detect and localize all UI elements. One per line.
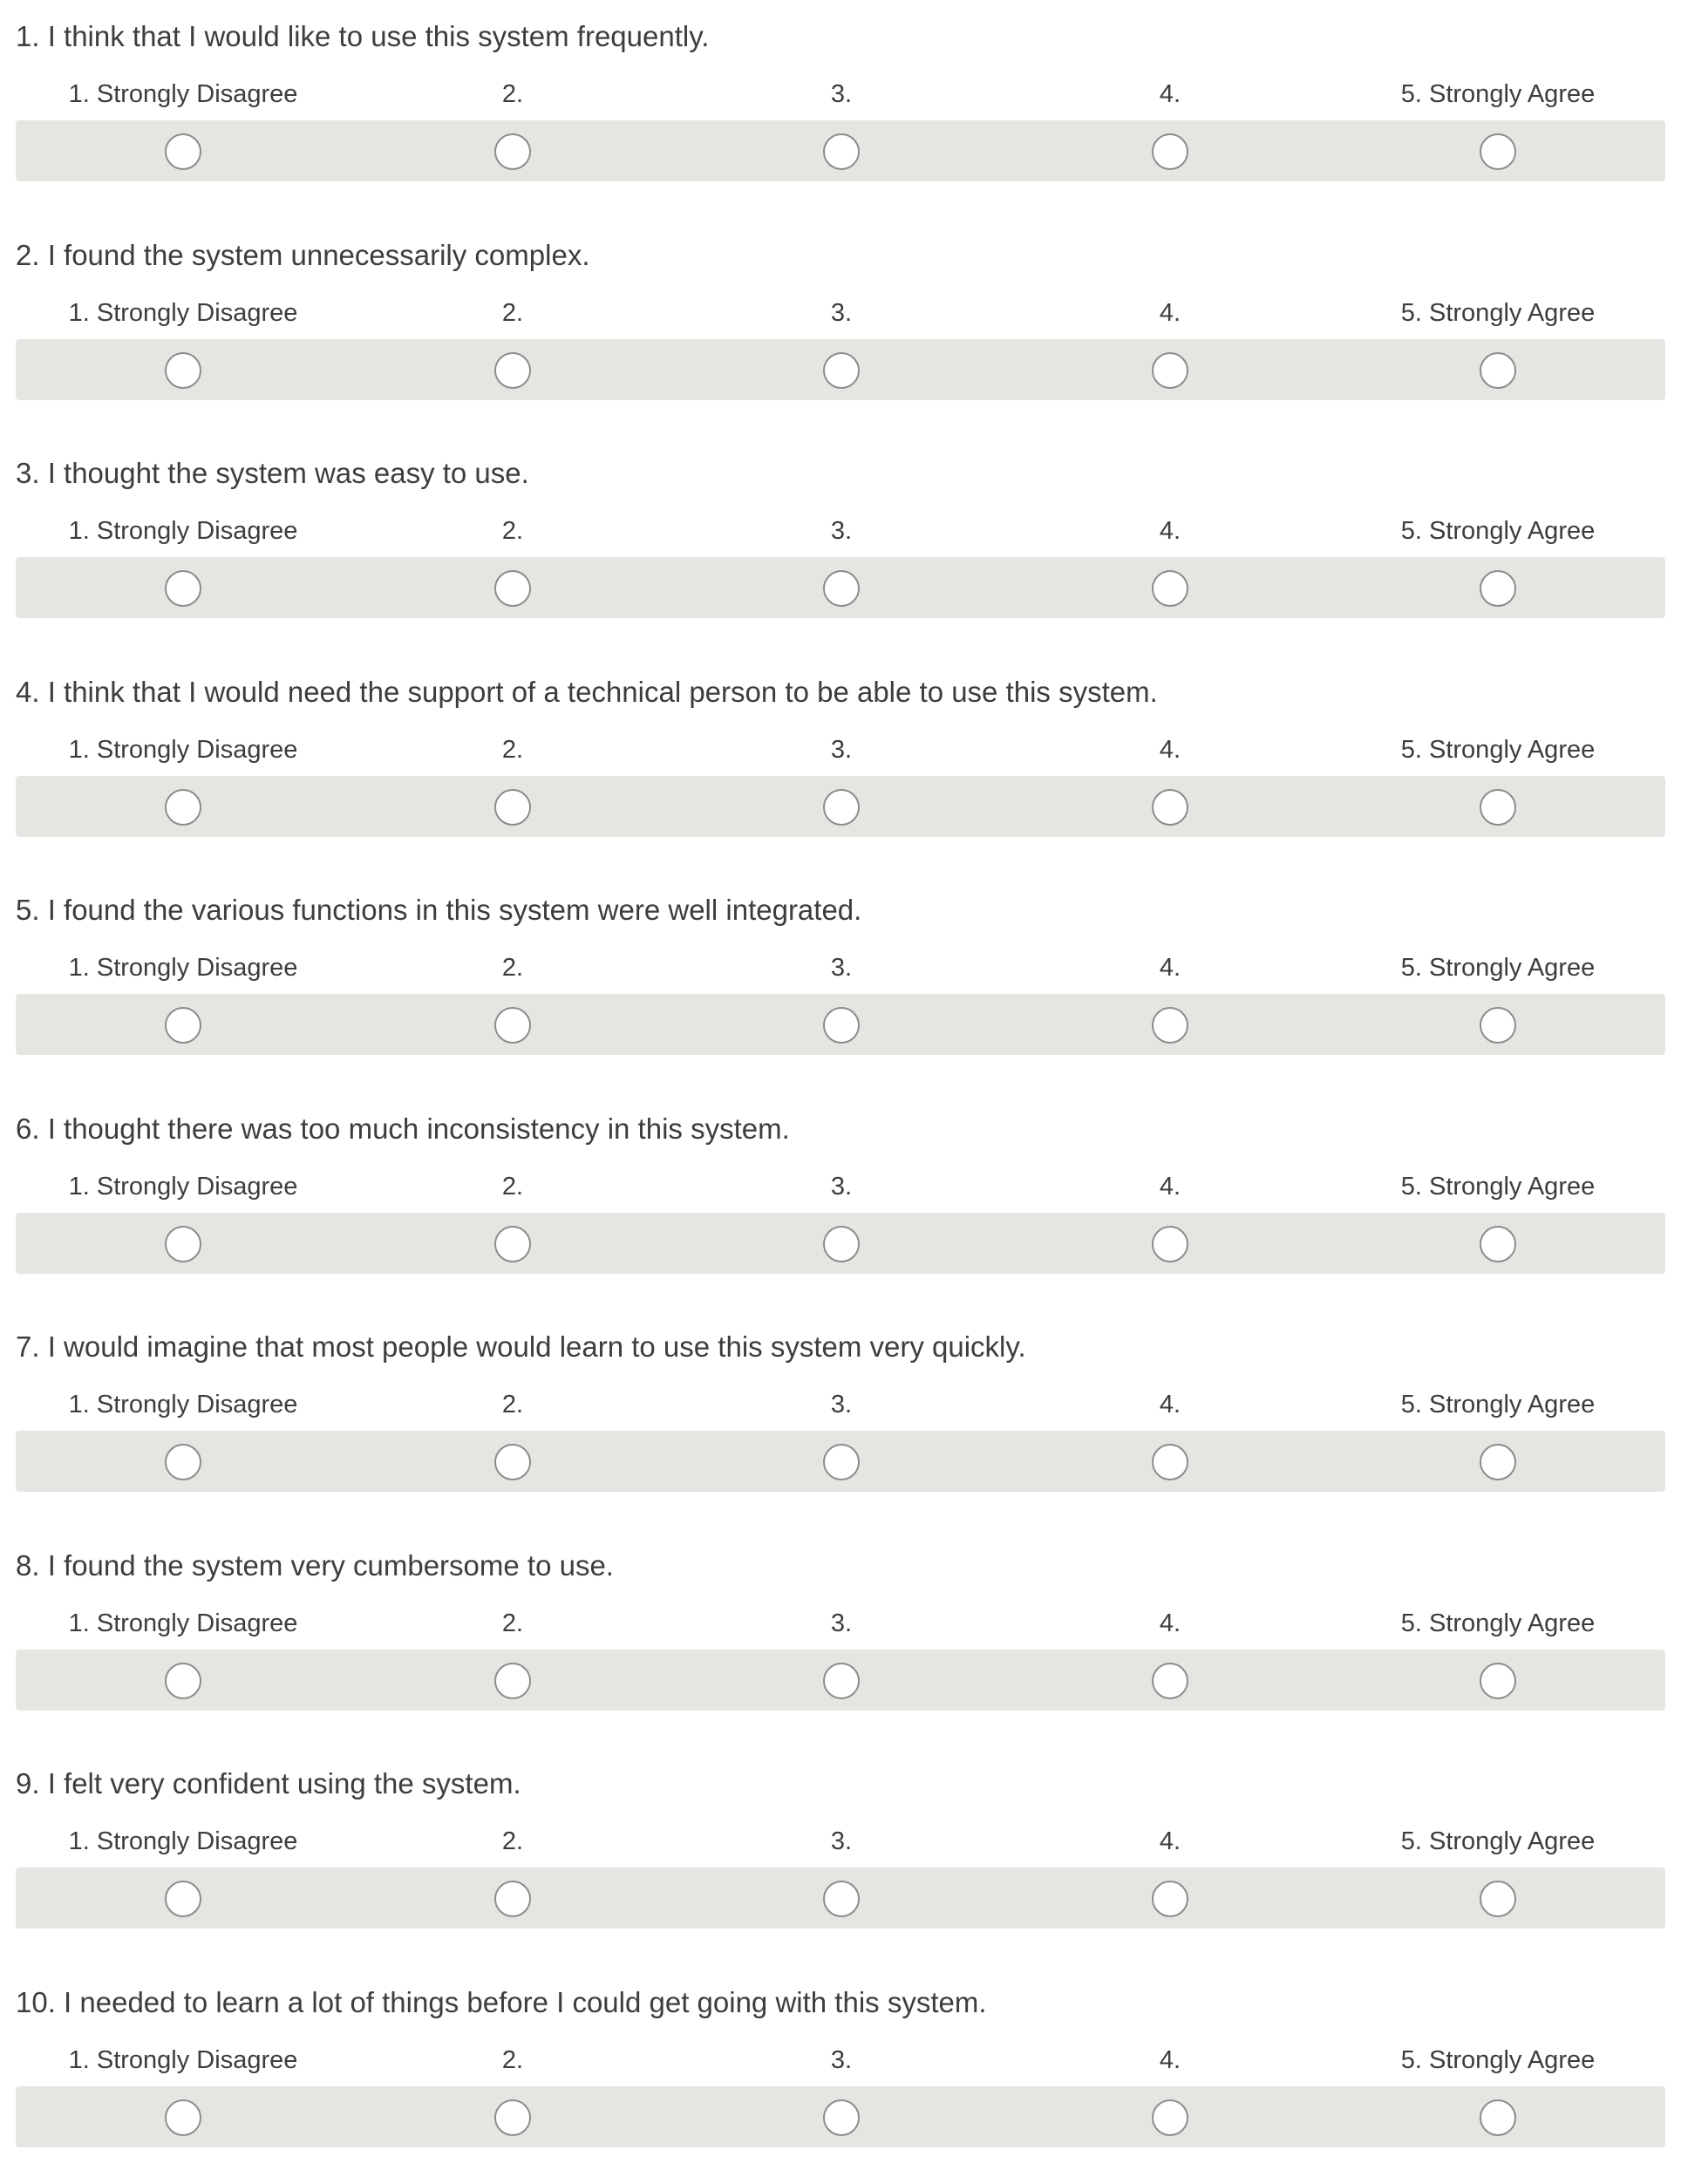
- scale-label-4: 4.: [1159, 1609, 1181, 1637]
- scale-label-3: 3.: [830, 735, 853, 764]
- rating-options-row: [16, 994, 1665, 1055]
- scale-label-1: 1. Strongly Disagree: [68, 517, 298, 545]
- question-block-4: [0, 656, 1681, 874]
- rating-options-row: [16, 557, 1665, 618]
- scale-label-2: 2.: [501, 735, 524, 764]
- scale-labels: [0, 1167, 1681, 1206]
- rating-radio-1[interactable]: [165, 1663, 201, 1699]
- rating-radio-4[interactable]: [1152, 1881, 1188, 1917]
- scale-label-1: 1. Strongly Disagree: [68, 735, 298, 764]
- rating-radio-3[interactable]: [823, 1444, 860, 1480]
- scale-labels: [0, 949, 1681, 987]
- rating-radio-1[interactable]: [165, 789, 201, 826]
- rating-radio-1[interactable]: [165, 133, 201, 170]
- question-block-1: [0, 0, 1681, 218]
- rating-radio-2[interactable]: [494, 1663, 531, 1699]
- scale-label-5: 5. Strongly Agree: [1400, 80, 1596, 108]
- rating-radio-1[interactable]: [165, 1444, 201, 1480]
- scale-label-4: 4.: [1159, 735, 1181, 764]
- rating-radio-3[interactable]: [823, 570, 860, 607]
- scale-label-4: 4.: [1159, 1172, 1181, 1201]
- scale-label-2: 2.: [501, 298, 524, 327]
- rating-radio-2[interactable]: [494, 1007, 531, 1044]
- rating-options-row: [16, 1431, 1665, 1492]
- rating-radio-2[interactable]: [494, 2099, 531, 2136]
- scale-label-3: 3.: [830, 1391, 853, 1419]
- question-text: 9. I felt very confident using the system.: [16, 1767, 521, 1800]
- scale-label-4: 4.: [1159, 298, 1181, 327]
- rating-radio-2[interactable]: [494, 1444, 531, 1480]
- rating-radio-2[interactable]: [494, 352, 531, 389]
- rating-radio-5[interactable]: [1480, 1226, 1516, 1262]
- rating-radio-4[interactable]: [1152, 789, 1188, 826]
- rating-radio-2[interactable]: [494, 789, 531, 826]
- scale-labels: [0, 1604, 1681, 1643]
- scale-labels: [0, 294, 1681, 332]
- scale-label-1: 1. Strongly Disagree: [68, 1827, 298, 1855]
- question-block-6: [0, 1092, 1681, 1310]
- scale-label-2: 2.: [501, 2045, 524, 2074]
- rating-radio-1[interactable]: [165, 352, 201, 389]
- question-text: 3. I thought the system was easy to use.: [16, 457, 529, 489]
- scale-label-4: 4.: [1159, 80, 1181, 108]
- scale-labels: [0, 731, 1681, 769]
- question-block-10: [0, 1966, 1681, 2184]
- rating-radio-2[interactable]: [494, 570, 531, 607]
- rating-options-row: [16, 2086, 1665, 2147]
- scale-label-4: 4.: [1159, 954, 1181, 982]
- rating-radio-5[interactable]: [1480, 1444, 1516, 1480]
- question-block-9: [0, 1747, 1681, 1965]
- question-block-7: [0, 1310, 1681, 1528]
- question-text: 7. I would imagine that most people would learn to use this system very quickly.: [16, 1330, 1026, 1363]
- scale-label-5: 5. Strongly Agree: [1400, 517, 1596, 545]
- scale-label-3: 3.: [830, 2045, 853, 2074]
- scale-label-3: 3.: [830, 1609, 853, 1637]
- rating-radio-1[interactable]: [165, 1226, 201, 1262]
- scale-label-2: 2.: [501, 1609, 524, 1637]
- scale-label-1: 1. Strongly Disagree: [68, 1391, 298, 1419]
- scale-label-2: 2.: [501, 954, 524, 982]
- scale-label-5: 5. Strongly Agree: [1400, 1609, 1596, 1637]
- rating-radio-4[interactable]: [1152, 1663, 1188, 1699]
- scale-label-1: 1. Strongly Disagree: [68, 954, 298, 982]
- rating-radio-5[interactable]: [1480, 789, 1516, 826]
- scale-labels: [0, 75, 1681, 113]
- scale-label-2: 2.: [501, 80, 524, 108]
- rating-radio-3[interactable]: [823, 352, 860, 389]
- rating-radio-4[interactable]: [1152, 352, 1188, 389]
- question-block-5: [0, 874, 1681, 1092]
- rating-radio-3[interactable]: [823, 789, 860, 826]
- scale-label-5: 5. Strongly Agree: [1400, 1172, 1596, 1201]
- rating-radio-5[interactable]: [1480, 1663, 1516, 1699]
- rating-radio-1[interactable]: [165, 570, 201, 607]
- scale-label-5: 5. Strongly Agree: [1400, 954, 1596, 982]
- scale-labels: [0, 1822, 1681, 1861]
- question-text: 5. I found the various functions in this system were well integrated.: [16, 894, 862, 926]
- question-text: 8. I found the system very cumbersome to use.: [16, 1548, 614, 1582]
- rating-radio-3[interactable]: [823, 1663, 860, 1699]
- rating-radio-4[interactable]: [1152, 1444, 1188, 1480]
- rating-radio-2[interactable]: [494, 133, 531, 170]
- rating-radio-4[interactable]: [1152, 133, 1188, 170]
- scale-label-3: 3.: [830, 1172, 853, 1201]
- question-text: 10. I needed to learn a lot of things before I could get going with this system.: [16, 1985, 987, 2018]
- rating-radio-5[interactable]: [1480, 570, 1516, 607]
- scale-label-1: 1. Strongly Disagree: [68, 1172, 298, 1201]
- scale-label-5: 5. Strongly Agree: [1400, 1391, 1596, 1419]
- scale-label-4: 4.: [1159, 2045, 1181, 2074]
- rating-radio-1[interactable]: [165, 1007, 201, 1044]
- question-block-3: [0, 437, 1681, 655]
- question-text: 1. I think that I would like to use this system frequently.: [16, 20, 710, 52]
- scale-labels: [0, 2041, 1681, 2079]
- rating-radio-4[interactable]: [1152, 1226, 1188, 1262]
- scale-label-5: 5. Strongly Agree: [1400, 735, 1596, 764]
- rating-radio-3[interactable]: [823, 1881, 860, 1917]
- rating-radio-4[interactable]: [1152, 1007, 1188, 1044]
- rating-radio-3[interactable]: [823, 1226, 860, 1262]
- scale-label-2: 2.: [501, 517, 524, 545]
- scale-label-5: 5. Strongly Agree: [1400, 1827, 1596, 1855]
- rating-radio-2[interactable]: [494, 1226, 531, 1262]
- scale-label-1: 1. Strongly Disagree: [68, 1609, 298, 1637]
- scale-label-2: 2.: [501, 1391, 524, 1419]
- scale-label-5: 5. Strongly Agree: [1400, 2045, 1596, 2074]
- scale-label-4: 4.: [1159, 1827, 1181, 1855]
- scale-label-1: 1. Strongly Disagree: [68, 298, 298, 327]
- rating-radio-4[interactable]: [1152, 2099, 1188, 2136]
- scale-label-1: 1. Strongly Disagree: [68, 80, 298, 108]
- rating-radio-5[interactable]: [1480, 2099, 1516, 2136]
- rating-radio-2[interactable]: [494, 1881, 531, 1917]
- scale-labels: [0, 512, 1681, 550]
- scale-label-1: 1. Strongly Disagree: [68, 2045, 298, 2074]
- rating-options-row: [16, 339, 1665, 400]
- scale-label-2: 2.: [501, 1172, 524, 1201]
- rating-radio-5[interactable]: [1480, 1881, 1516, 1917]
- rating-options-row: [16, 1868, 1665, 1929]
- rating-options-row: [16, 1650, 1665, 1711]
- rating-radio-5[interactable]: [1480, 352, 1516, 389]
- scale-labels: [0, 1385, 1681, 1424]
- rating-radio-3[interactable]: [823, 133, 860, 170]
- rating-radio-1[interactable]: [165, 2099, 201, 2136]
- scale-label-3: 3.: [830, 298, 853, 327]
- scale-label-2: 2.: [501, 1827, 524, 1855]
- scale-label-5: 5. Strongly Agree: [1400, 298, 1596, 327]
- rating-radio-4[interactable]: [1152, 570, 1188, 607]
- scale-label-4: 4.: [1159, 1391, 1181, 1419]
- rating-radio-5[interactable]: [1480, 133, 1516, 170]
- question-block-8: [0, 1529, 1681, 1747]
- scale-label-3: 3.: [830, 517, 853, 545]
- question-text: 6. I thought there was too much inconsistency in this system.: [16, 1112, 790, 1145]
- question-text: 2. I found the system unnecessarily complex.: [16, 238, 590, 271]
- question-block-2: [0, 219, 1681, 437]
- rating-radio-5[interactable]: [1480, 1007, 1516, 1044]
- question-text: 4. I think that I would need the support of a technical person to be able to use this system.: [16, 675, 1158, 708]
- rating-radio-3[interactable]: [823, 1007, 860, 1044]
- scale-label-3: 3.: [830, 1827, 853, 1855]
- rating-options-row: [16, 1213, 1665, 1274]
- scale-label-3: 3.: [830, 80, 853, 108]
- rating-radio-3[interactable]: [823, 2099, 860, 2136]
- rating-options-row: [16, 776, 1665, 837]
- scale-label-3: 3.: [830, 954, 853, 982]
- rating-radio-1[interactable]: [165, 1881, 201, 1917]
- scale-label-4: 4.: [1159, 517, 1181, 545]
- rating-options-row: [16, 120, 1665, 181]
